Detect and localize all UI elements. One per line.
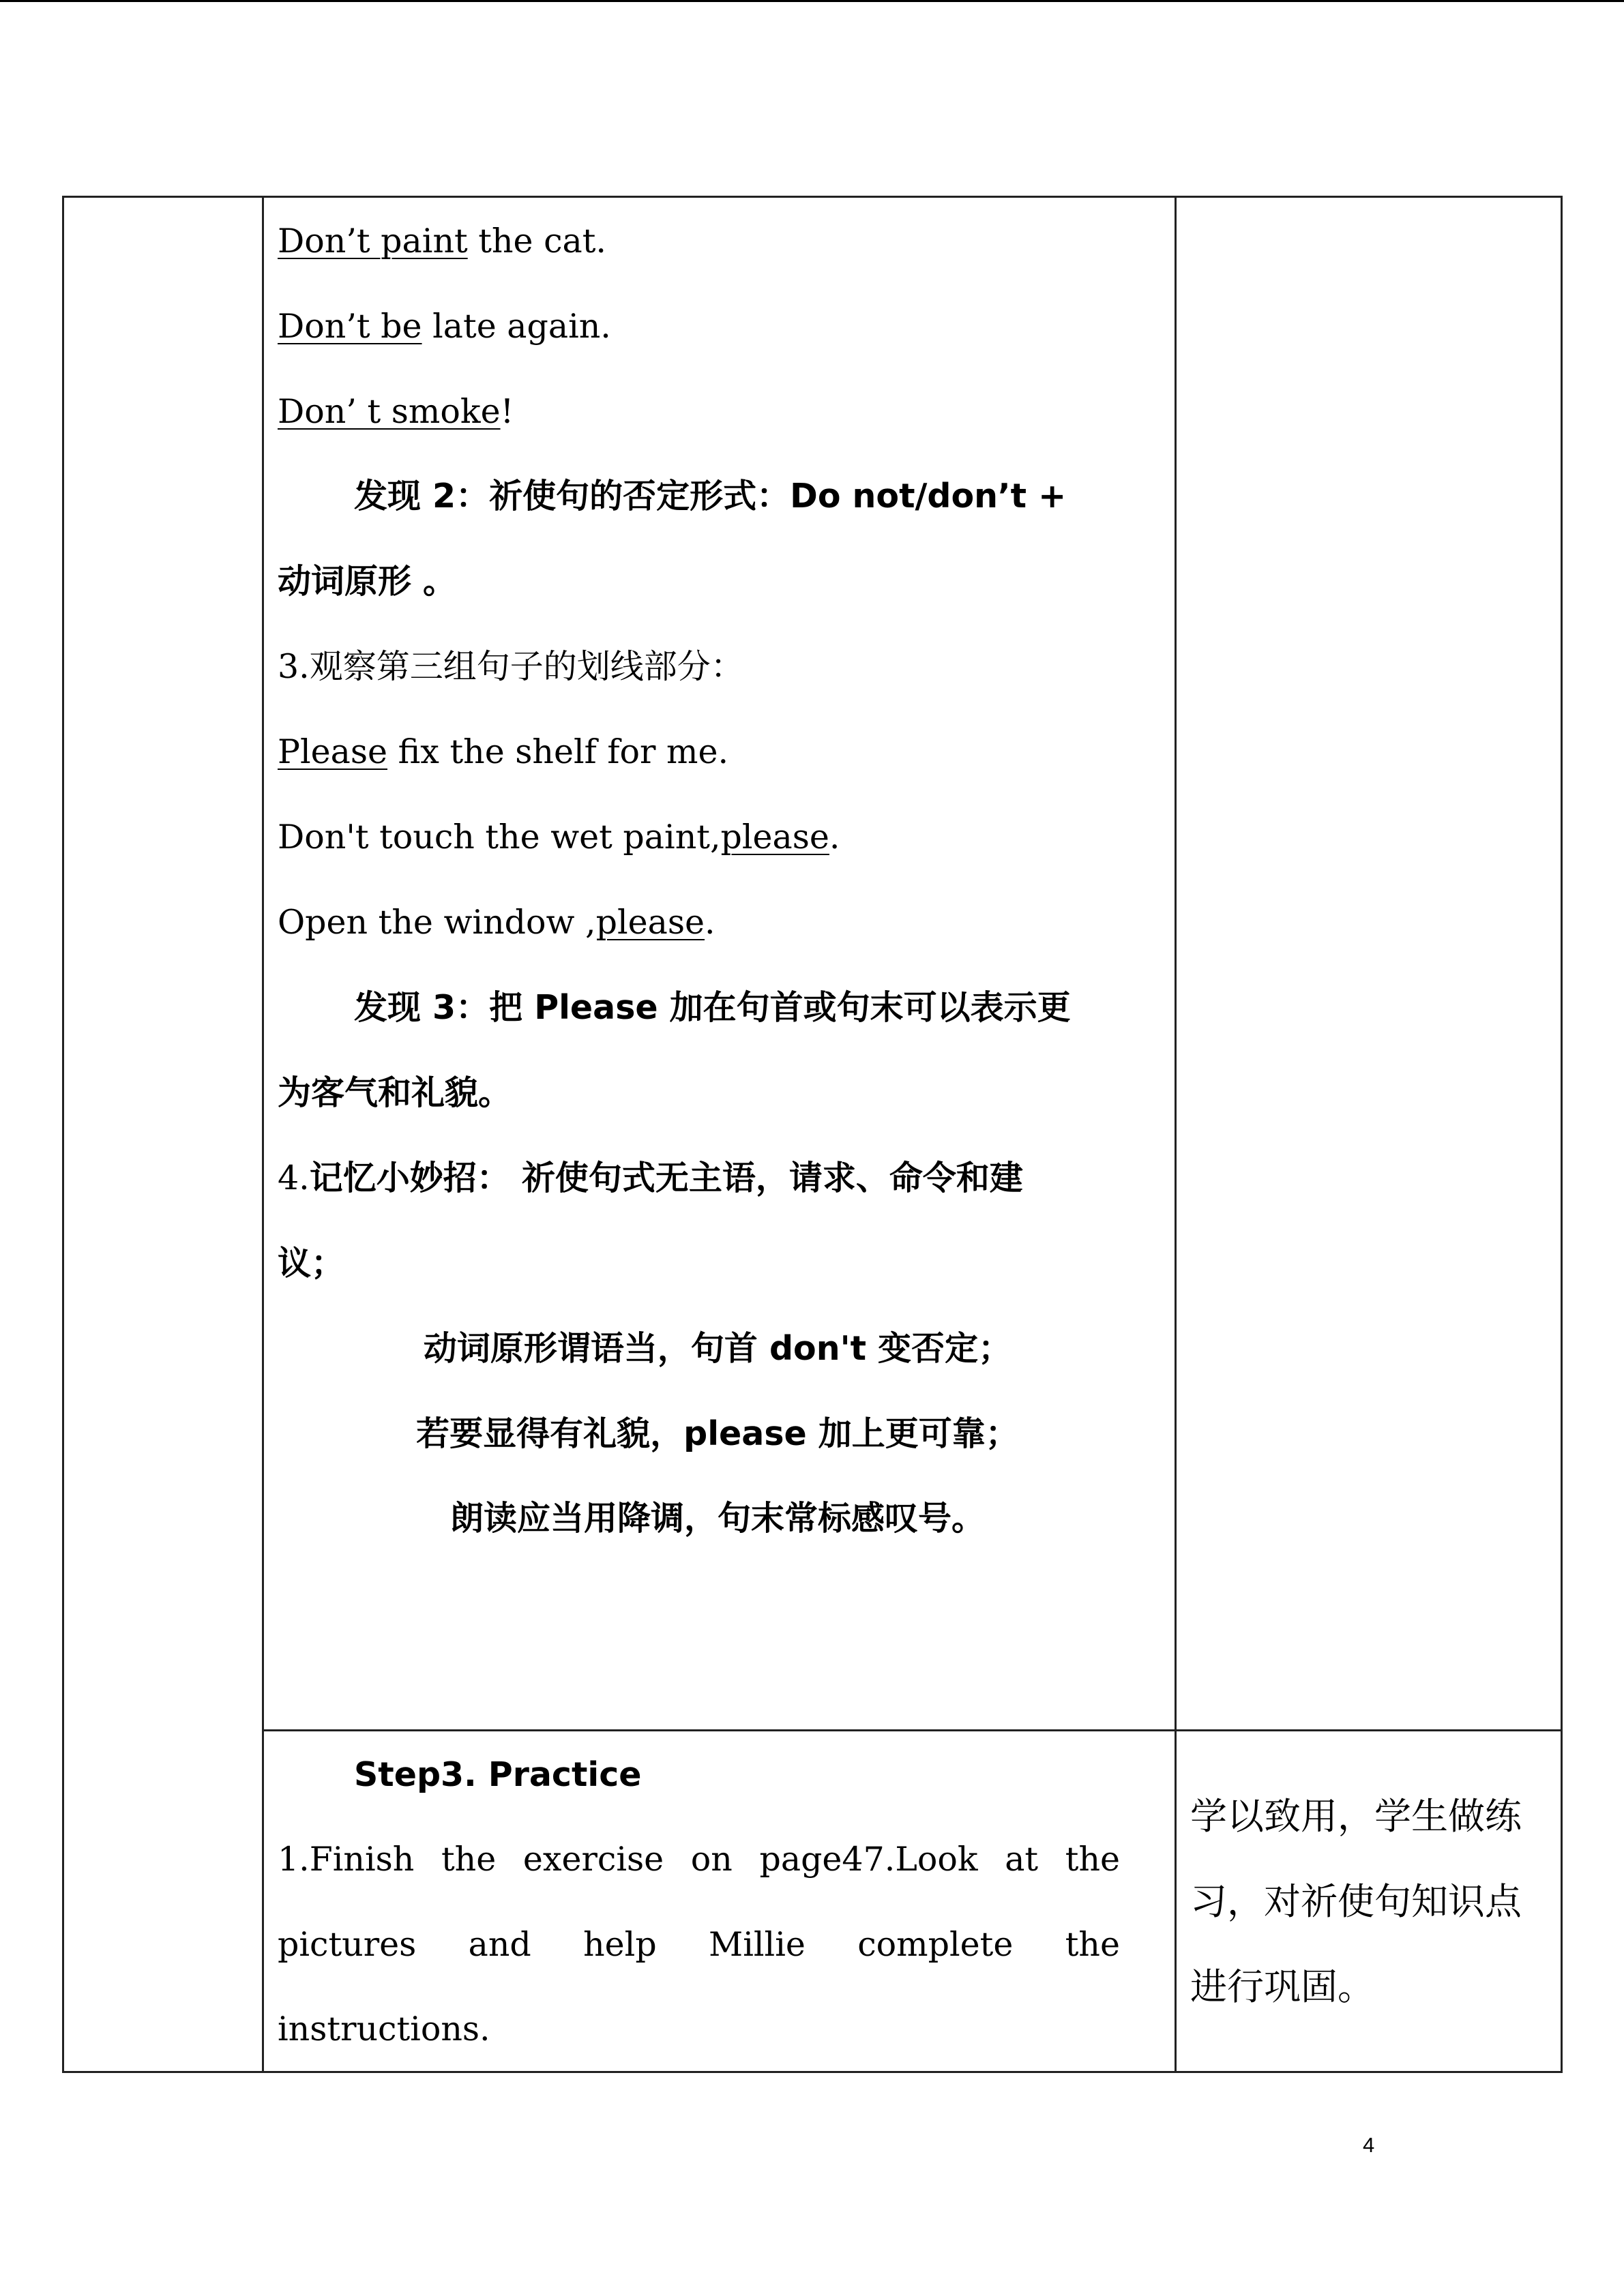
column-divider-2 — [1175, 196, 1177, 2073]
finding-2-line2: 动词原形 。 — [278, 562, 457, 601]
sentence-rest: ! — [500, 392, 514, 431]
word: page47.Look — [759, 1840, 978, 1879]
example-dont-be — [278, 306, 611, 347]
sentence-rest: late again. — [422, 307, 611, 346]
word: the — [1065, 1925, 1120, 1964]
example-dont-touch — [278, 817, 840, 858]
purpose-note-line2: 习，对祈使句知识点 — [1190, 1880, 1522, 1923]
row-divider — [262, 1729, 1563, 1731]
underlined-phrase: Don’ t smoke — [278, 392, 501, 431]
finding-2-line1: 发现 2：祈使句的否定形式：Do not/don’t + — [354, 477, 1067, 516]
sentence-rest: . — [829, 818, 840, 856]
word: 1.Finish — [278, 1840, 415, 1879]
example-open-window — [278, 902, 715, 943]
finding-3-line1: 发现 3：把 Please 加在句首或句末可以表示更 — [354, 988, 1071, 1027]
rhyme-line-2: 若要显得有礼貌，please 加上更可靠； — [416, 1414, 1019, 1453]
sentence-rest: . — [705, 903, 715, 942]
memory-tip-line2: 议； — [278, 1244, 345, 1283]
page-number: 4 — [1363, 2133, 1375, 2157]
underlined-phrase: Don’t paint — [278, 222, 468, 260]
exercise-line-1 — [278, 1839, 1120, 1880]
underlined-phrase: please — [595, 903, 705, 942]
word: exercise — [522, 1840, 664, 1879]
observation-3-heading: 3.观察第三组句子的划线部分： — [278, 647, 744, 686]
sentence-rest: the cat. — [467, 222, 607, 260]
word: and — [468, 1925, 531, 1964]
word: pictures — [278, 1925, 417, 1964]
table-left-border — [62, 196, 64, 2073]
word: Millie — [709, 1925, 806, 1964]
table-right-border — [1561, 196, 1563, 2073]
rhyme-line-3: 朗读应当用降调，句末常标感叹号。 — [449, 1499, 985, 1538]
word: the — [441, 1840, 497, 1879]
underlined-phrase: Please — [278, 732, 387, 771]
underlined-phrase: Don’t be — [278, 307, 422, 346]
table-bottom-border — [62, 2071, 1563, 2073]
finding-3-line2: 为客气和礼貌。 — [278, 1073, 512, 1112]
example-dont-paint — [278, 221, 606, 262]
sentence-rest: fix the shelf for me. — [387, 732, 729, 771]
word: on — [690, 1840, 733, 1879]
underlined-phrase: please — [720, 818, 829, 856]
step3-title: Step3. Practice — [354, 1755, 642, 1794]
example-please-fix — [278, 732, 728, 773]
example-dont-smoke — [278, 391, 514, 432]
column-divider-1 — [262, 196, 264, 2073]
exercise-line-2 — [278, 1924, 1120, 1965]
word: help — [583, 1925, 657, 1964]
purpose-note-line1: 学以致用，学生做练 — [1190, 1795, 1522, 1838]
rhyme-line-1: 动词原形谓语当，句首 don't 变否定； — [423, 1329, 1012, 1368]
word: the — [1065, 1840, 1120, 1879]
table-top-border — [62, 196, 1563, 198]
sentence-start: Open the window , — [278, 903, 596, 942]
word: at — [1005, 1840, 1039, 1879]
purpose-note-line3: 进行巩固。 — [1190, 1965, 1374, 2008]
memory-tip-line1 — [278, 1158, 1023, 1199]
sentence-start: Don't touch the wet paint, — [278, 818, 721, 856]
item-number: 4. — [278, 1159, 310, 1197]
word: complete — [857, 1925, 1014, 1964]
top-rule — [0, 0, 1624, 2]
memory-tip-text: 记忆小妙招： 祈使句式无主语，请求、命令和建 — [309, 1159, 1023, 1197]
exercise-line-3: instructions. — [278, 2010, 490, 2048]
